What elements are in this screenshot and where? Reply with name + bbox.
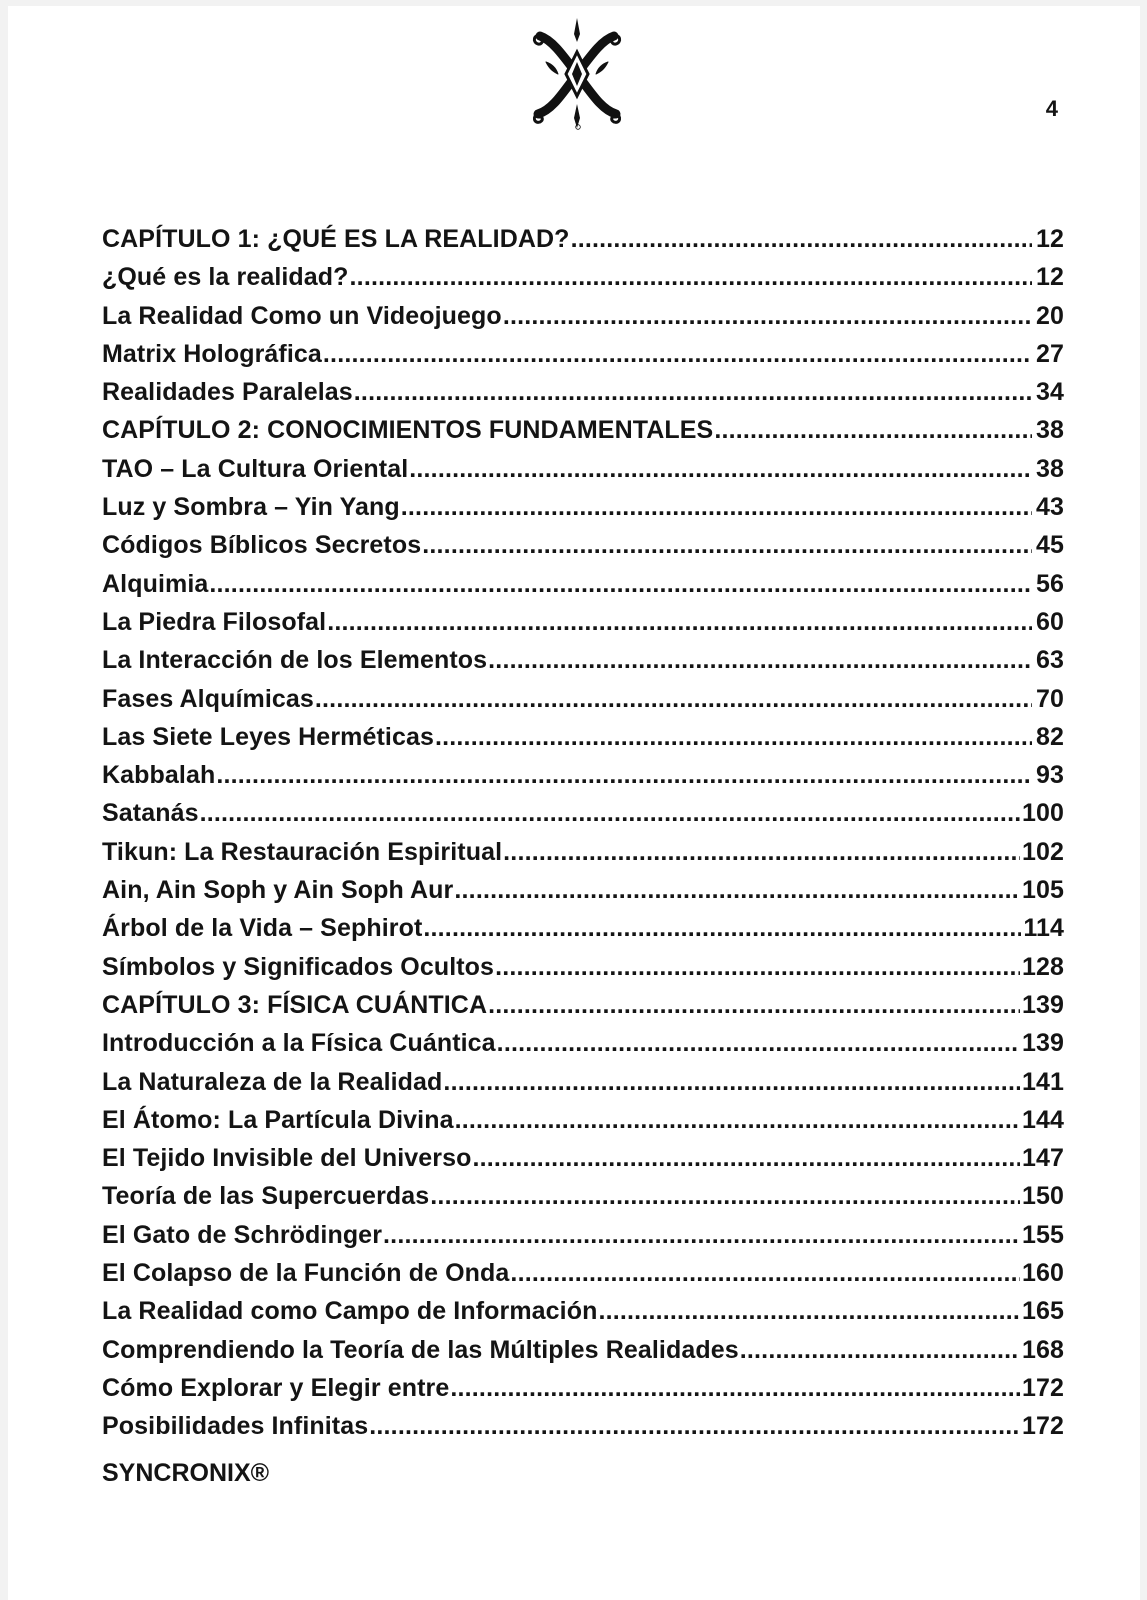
toc-entry-title: La Interacción de los Elementos [102, 646, 488, 675]
toc-entry [102, 914, 1064, 952]
dot-leader [350, 263, 1032, 292]
toc-entry-page: 45 [1035, 531, 1064, 560]
toc-entry [102, 991, 1064, 1029]
toc-entry [102, 1221, 1064, 1259]
toc-entry [102, 1144, 1064, 1182]
toc-entry-title: ¿Qué es la realidad? [102, 263, 349, 292]
toc-entry-page: 56 [1035, 569, 1064, 598]
dot-leader [495, 953, 1020, 982]
toc-entry [102, 876, 1064, 914]
toc-entry-title: La Realidad Como un Videojuego [102, 301, 502, 330]
dot-leader [450, 1374, 1020, 1403]
dot-leader [327, 608, 1032, 637]
toc-entry [102, 1412, 1064, 1450]
toc-entry-page: 114 [1023, 914, 1064, 943]
dot-leader [488, 991, 1020, 1020]
toc-entry-title: Satanás [102, 799, 199, 828]
toc-entry [102, 1106, 1064, 1144]
toc-entry [102, 1068, 1064, 1106]
toc-entry-title: Matrix Holográfica [102, 339, 322, 368]
dot-leader [323, 340, 1032, 369]
toc-entry [102, 1297, 1064, 1335]
toc-entry [102, 646, 1064, 684]
toc-entry-title: El Colapso de la Función de Onda [102, 1259, 510, 1288]
book-page [8, 6, 1140, 1600]
toc-entry-page: 168 [1021, 1335, 1064, 1364]
toc-entry-title: Kabbalah [102, 761, 216, 790]
toc-entry-page: 60 [1035, 607, 1064, 636]
dot-leader [455, 1106, 1020, 1135]
toc-entry [102, 493, 1064, 531]
toc-entry-page: 165 [1021, 1297, 1064, 1326]
toc-entry-page: 93 [1035, 761, 1064, 790]
dot-leader [209, 570, 1032, 599]
toc-entry-title: Códigos Bíblicos Secretos [102, 531, 422, 560]
dot-leader [571, 225, 1032, 254]
toc-entry-page: 139 [1021, 1029, 1064, 1058]
toc-entry-title: Las Siete Leyes Herméticas [102, 722, 434, 751]
toc-entry-title: La Piedra Filosofal [102, 607, 327, 636]
toc-entry-title: Comprendiendo la Teoría de las Múltiples Realidades [102, 1335, 739, 1364]
toc-entry-page: 38 [1035, 454, 1064, 483]
toc-entry [102, 799, 1064, 837]
toc-entry [102, 531, 1064, 569]
dot-leader [740, 1336, 1020, 1365]
toc-entry [102, 455, 1064, 493]
toc-entry-page: 34 [1035, 378, 1064, 407]
toc-entry-title: La Realidad como Campo de Información [102, 1297, 598, 1326]
toc-entry-title: Realidades Paralelas [102, 378, 353, 407]
dot-leader [354, 378, 1032, 407]
toc-entry-title: Alquimia [102, 569, 209, 598]
toc-entry-title: CAPÍTULO 1: ¿QUÉ ES LA REALIDAD? [102, 225, 570, 253]
toc-entry [102, 1336, 1064, 1374]
toc-entry-page: 139 [1021, 990, 1064, 1019]
toc-entry-page: 12 [1035, 225, 1064, 253]
footer-brand: SYNCRONIX® [102, 1459, 270, 1487]
dot-leader [315, 685, 1032, 714]
toc-entry [102, 225, 1064, 263]
page-number: 4 [1045, 96, 1058, 121]
toc-entry-title: Teoría de las Supercuerdas [102, 1182, 430, 1211]
toc-entry-page: 70 [1035, 684, 1064, 713]
dot-leader [422, 531, 1032, 560]
toc-entry [102, 302, 1064, 340]
toc-entry-title: Símbolos y Significados Ocultos [102, 952, 495, 981]
toc-entry [102, 953, 1064, 991]
toc-entry-page: 12 [1035, 263, 1064, 292]
dot-leader [430, 1182, 1020, 1211]
toc-entry-page: 100 [1021, 799, 1064, 828]
toc-entry-title: Tikun: La Restauración Espiritual [102, 837, 503, 866]
dot-leader [503, 302, 1032, 331]
dot-leader [488, 646, 1032, 675]
toc-entry-page: 172 [1021, 1412, 1064, 1441]
dot-leader [503, 838, 1020, 867]
toc-entry-title: La Naturaleza de la Realidad [102, 1067, 443, 1096]
toc-entry-page: 128 [1021, 952, 1064, 981]
toc-entry [102, 570, 1064, 608]
toc-entry [102, 416, 1064, 454]
toc-entry-page: 63 [1035, 646, 1064, 675]
toc-entry-page: 141 [1021, 1067, 1064, 1096]
toc-entry-page: 172 [1021, 1373, 1064, 1402]
toc-entry-page: 43 [1035, 493, 1064, 522]
toc-entry-page: 160 [1021, 1259, 1064, 1288]
toc-entry-page: 82 [1035, 722, 1064, 751]
toc-entry-page: 147 [1021, 1144, 1064, 1173]
dot-leader [423, 914, 1021, 943]
toc-entry-page: 150 [1021, 1182, 1064, 1211]
toc-entry-title: Árbol de la Vida – Sephirot [102, 914, 423, 943]
toc-entry-title: Luz y Sombra – Yin Yang [102, 493, 400, 522]
toc-entry-title: TAO – La Cultura Oriental [102, 454, 409, 483]
dot-leader [454, 876, 1020, 905]
dot-leader [473, 1144, 1020, 1173]
dot-leader [369, 1412, 1020, 1441]
toc-entry [102, 378, 1064, 416]
dot-leader [443, 1068, 1020, 1097]
toc-entry [102, 1259, 1064, 1297]
dot-leader [435, 723, 1032, 752]
dot-leader [409, 455, 1032, 484]
toc-entry-title: CAPÍTULO 2: CONOCIMIENTOS FUNDAMENTALES [102, 416, 714, 445]
toc-entry-page: 105 [1021, 876, 1064, 905]
toc-entry-title: El Tejido Invisible del Universo [102, 1144, 472, 1173]
toc-entry [102, 608, 1064, 646]
dot-leader [510, 1259, 1020, 1288]
dot-leader [497, 1029, 1020, 1058]
dot-leader [383, 1221, 1020, 1250]
dot-leader [714, 416, 1032, 445]
table-of-contents [102, 225, 1064, 1451]
toc-entry [102, 1029, 1064, 1067]
dot-leader [200, 799, 1020, 828]
toc-entry-title: Ain, Ain Soph y Ain Soph Aur [102, 876, 454, 905]
toc-entry-page: 102 [1021, 837, 1064, 866]
toc-entry [102, 723, 1064, 761]
dot-leader [401, 493, 1032, 522]
toc-entry-title: Introducción a la Física Cuántica [102, 1029, 496, 1058]
toc-entry [102, 838, 1064, 876]
toc-entry-title: Fases Alquímicas [102, 684, 314, 713]
toc-entry-page: 38 [1035, 416, 1064, 445]
toc-entry [102, 340, 1064, 378]
toc-entry [102, 1182, 1064, 1220]
toc-entry-page: 144 [1021, 1105, 1064, 1134]
dot-leader [216, 761, 1032, 790]
toc-entry [102, 263, 1064, 301]
toc-entry-title: El Átomo: La Partícula Divina [102, 1105, 454, 1134]
toc-entry-page: 27 [1035, 339, 1064, 368]
dot-leader [598, 1297, 1020, 1326]
toc-entry-title: Cómo Explorar y Elegir entre [102, 1373, 450, 1402]
ornamental-logo-icon [532, 18, 622, 130]
toc-entry-title: El Gato de Schrödinger [102, 1220, 383, 1249]
toc-entry-page: 20 [1035, 301, 1064, 330]
toc-entry-title: Posibilidades Infinitas [102, 1412, 369, 1441]
toc-entry-page: 155 [1021, 1220, 1064, 1249]
toc-entry [102, 1374, 1064, 1412]
toc-entry [102, 761, 1064, 799]
toc-entry-title: CAPÍTULO 3: FÍSICA CUÁNTICA [102, 990, 488, 1019]
toc-entry [102, 685, 1064, 723]
